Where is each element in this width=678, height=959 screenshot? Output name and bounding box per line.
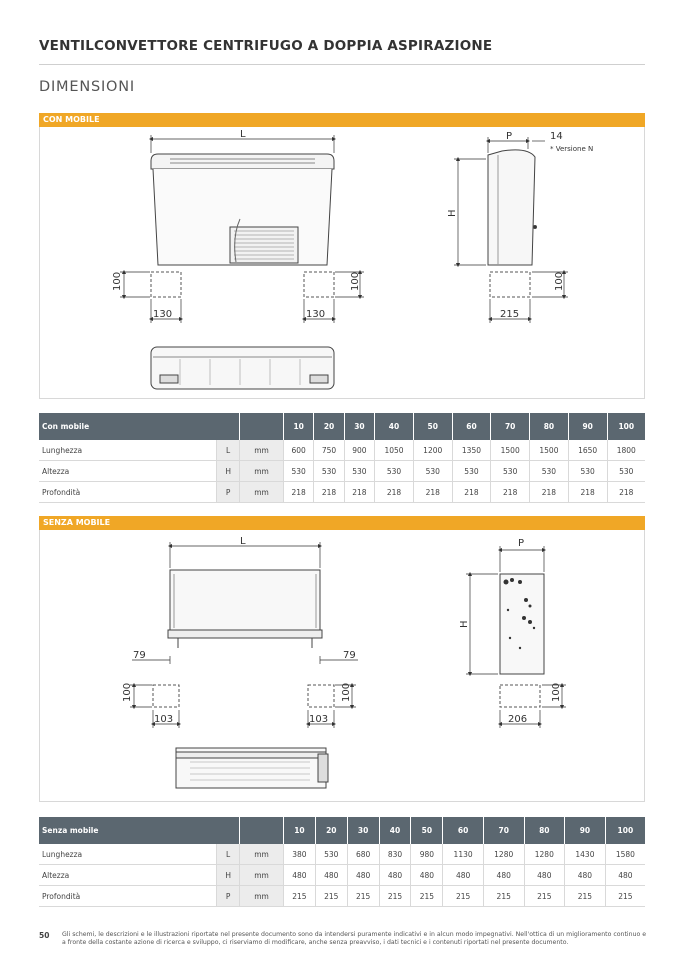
table-cell: 1280	[524, 844, 565, 865]
row-label: Altezza	[39, 865, 217, 886]
table-cell: 1130	[443, 844, 484, 865]
footer-disclaimer: Gli schemi, le descrizioni e le illustrazioni riportate nel presente documento sono da intendersi puramente indicativi e in alcun modo impegnativi. Nell'ottica di un miglioramento continuo e a fronte della costante azione di ricerca e sviluppo, ci riserviamo di modificare, anche senza preavviso, i dati tecnici e i contenuti riportati nel presente documento.	[62, 931, 646, 946]
page-number: 50	[39, 931, 50, 940]
size-col: 70	[491, 413, 530, 440]
drawing-senza-mobile-svg	[40, 530, 646, 802]
table-cell: 215	[315, 886, 347, 907]
size-col: 10	[284, 413, 314, 440]
size-col: 70	[483, 817, 524, 844]
table-row	[39, 440, 645, 461]
table-cell: 1650	[568, 440, 607, 461]
dim-79-left: 79	[133, 650, 146, 661]
table-cell: 215	[379, 886, 411, 907]
dim-100-side-senza: 100	[551, 682, 562, 702]
size-col: 60	[452, 413, 491, 440]
table-cell: 480	[605, 865, 645, 886]
table-cell: 530	[607, 461, 645, 482]
table-cell: 1050	[375, 440, 414, 461]
table-cell: 218	[413, 482, 452, 503]
table-senza-mobile	[39, 817, 645, 907]
table-cell: 1800	[607, 440, 645, 461]
size-col: 60	[443, 817, 484, 844]
band-con-mobile: CON MOBILE	[39, 113, 645, 127]
size-col: 80	[524, 817, 565, 844]
table-cell: 1280	[483, 844, 524, 865]
table-header-name: Con mobile	[39, 413, 240, 440]
table-cell: 215	[524, 886, 565, 907]
table-cell: 218	[344, 482, 374, 503]
row-symbol: H	[217, 461, 240, 482]
table-cell: 830	[379, 844, 411, 865]
table-cell: 480	[483, 865, 524, 886]
size-col: 100	[607, 413, 645, 440]
row-unit: mm	[240, 865, 284, 886]
table-cell: 480	[565, 865, 606, 886]
dim-79-right: 79	[343, 650, 356, 661]
table-cell: 530	[314, 461, 344, 482]
table-cell: 380	[284, 844, 316, 865]
table-cell: 480	[524, 865, 565, 886]
drawing-senza-mobile	[39, 530, 645, 802]
drawing-con-mobile-svg	[40, 127, 646, 399]
dim-130-right: 130	[306, 309, 326, 320]
table-cell: 530	[344, 461, 374, 482]
row-symbol: P	[217, 482, 240, 503]
table-con-mobile	[39, 413, 645, 503]
table-cell: 600	[284, 440, 314, 461]
table-cell: 480	[443, 865, 484, 886]
table-cell: 218	[284, 482, 314, 503]
dim-H: H	[447, 209, 458, 217]
section-subtitle: DIMENSIONI	[39, 79, 135, 95]
row-unit: mm	[240, 461, 284, 482]
row-symbol: P	[217, 886, 240, 907]
version-note: * Versione N	[550, 145, 594, 153]
table-cell: 480	[315, 865, 347, 886]
table-cell: 215	[605, 886, 645, 907]
row-unit: mm	[240, 844, 284, 865]
table-cell: 1500	[491, 440, 530, 461]
row-unit: mm	[240, 482, 284, 503]
size-col: 20	[315, 817, 347, 844]
table-cell: 750	[314, 440, 344, 461]
front-view-without-cabinet	[168, 570, 322, 648]
size-col: 90	[565, 817, 606, 844]
dim-103-right: 103	[309, 714, 329, 725]
table-cell: 480	[284, 865, 316, 886]
table-cell: 530	[413, 461, 452, 482]
table-row	[39, 461, 645, 482]
front-view-with-cabinet	[151, 154, 334, 265]
size-col: 40	[375, 413, 414, 440]
table-cell: 215	[443, 886, 484, 907]
table-cell: 480	[379, 865, 411, 886]
table-cell: 1580	[605, 844, 645, 865]
table-cell: 1350	[452, 440, 491, 461]
row-symbol: H	[217, 865, 240, 886]
row-symbol: L	[217, 440, 240, 461]
table-row	[39, 886, 645, 907]
row-label: Lunghezza	[39, 844, 217, 865]
table-cell: 218	[607, 482, 645, 503]
dim-100-right-senza: 100	[341, 682, 352, 702]
page-title: VENTILCONVETTORE CENTRIFUGO A DOPPIA ASPIRAZIONE	[39, 38, 493, 54]
table-cell: 480	[411, 865, 443, 886]
table-cell: 480	[347, 865, 379, 886]
dim-L: L	[240, 129, 246, 140]
table-cell: 215	[411, 886, 443, 907]
side-view-without-cabinet	[500, 574, 544, 674]
dim-100-left-senza: 100	[122, 682, 133, 702]
dim-100-side: 100	[554, 271, 565, 291]
table-cell: 530	[452, 461, 491, 482]
size-col: 100	[605, 817, 645, 844]
table-cell: 1200	[413, 440, 452, 461]
table-cell: 215	[565, 886, 606, 907]
table-row	[39, 865, 645, 886]
table-row	[39, 482, 645, 503]
row-label: Profondità	[39, 482, 217, 503]
dim-206: 206	[508, 714, 528, 725]
table-cell: 218	[314, 482, 344, 503]
table-cell: 530	[284, 461, 314, 482]
size-col: 50	[411, 817, 443, 844]
table-cell: 680	[347, 844, 379, 865]
table-cell: 218	[530, 482, 569, 503]
table-cell: 530	[568, 461, 607, 482]
table-cell: 1430	[565, 844, 606, 865]
size-col: 90	[568, 413, 607, 440]
row-unit: mm	[240, 886, 284, 907]
table-cell: 215	[347, 886, 379, 907]
dim-103-left: 103	[154, 714, 174, 725]
size-col: 50	[413, 413, 452, 440]
table-cell: 530	[375, 461, 414, 482]
dim-215: 215	[500, 309, 520, 320]
table-cell: 215	[284, 886, 316, 907]
table-cell: 900	[344, 440, 374, 461]
side-view-with-cabinet	[488, 150, 537, 265]
size-col: 40	[379, 817, 411, 844]
table-cell: 218	[491, 482, 530, 503]
table-col-sym	[240, 817, 284, 844]
size-col: 20	[314, 413, 344, 440]
dim-P-senza: P	[518, 538, 525, 549]
table-cell: 218	[568, 482, 607, 503]
table-header-name: Senza mobile	[39, 817, 240, 844]
row-unit: mm	[240, 440, 284, 461]
title-divider	[39, 64, 645, 65]
top-view-with-cabinet	[151, 347, 334, 389]
row-label: Lunghezza	[39, 440, 217, 461]
dim-100-right: 100	[350, 271, 361, 291]
dim-H-senza: H	[459, 620, 470, 628]
dim-130-left: 130	[153, 309, 173, 320]
table-cell: 530	[530, 461, 569, 482]
table-cell: 530	[491, 461, 530, 482]
table-cell: 218	[375, 482, 414, 503]
table-cell: 1500	[530, 440, 569, 461]
table-cell: 215	[483, 886, 524, 907]
table-col-sym	[240, 413, 284, 440]
band-senza-mobile: SENZA MOBILE	[39, 516, 645, 530]
row-symbol: L	[217, 844, 240, 865]
dim-14: 14	[550, 131, 563, 142]
dim-100-left: 100	[112, 271, 123, 291]
row-label: Altezza	[39, 461, 217, 482]
top-view-without-cabinet	[176, 748, 328, 788]
feet-con-mobile	[151, 272, 334, 297]
table-cell: 218	[452, 482, 491, 503]
size-col: 80	[530, 413, 569, 440]
size-col: 30	[347, 817, 379, 844]
drawing-con-mobile	[39, 127, 645, 399]
table-row	[39, 844, 645, 865]
size-col: 30	[344, 413, 374, 440]
size-col: 10	[284, 817, 316, 844]
table-cell: 980	[411, 844, 443, 865]
table-cell: 530	[315, 844, 347, 865]
dim-P: P	[506, 131, 513, 142]
row-label: Profondità	[39, 886, 217, 907]
dim-L-senza: L	[240, 536, 246, 547]
